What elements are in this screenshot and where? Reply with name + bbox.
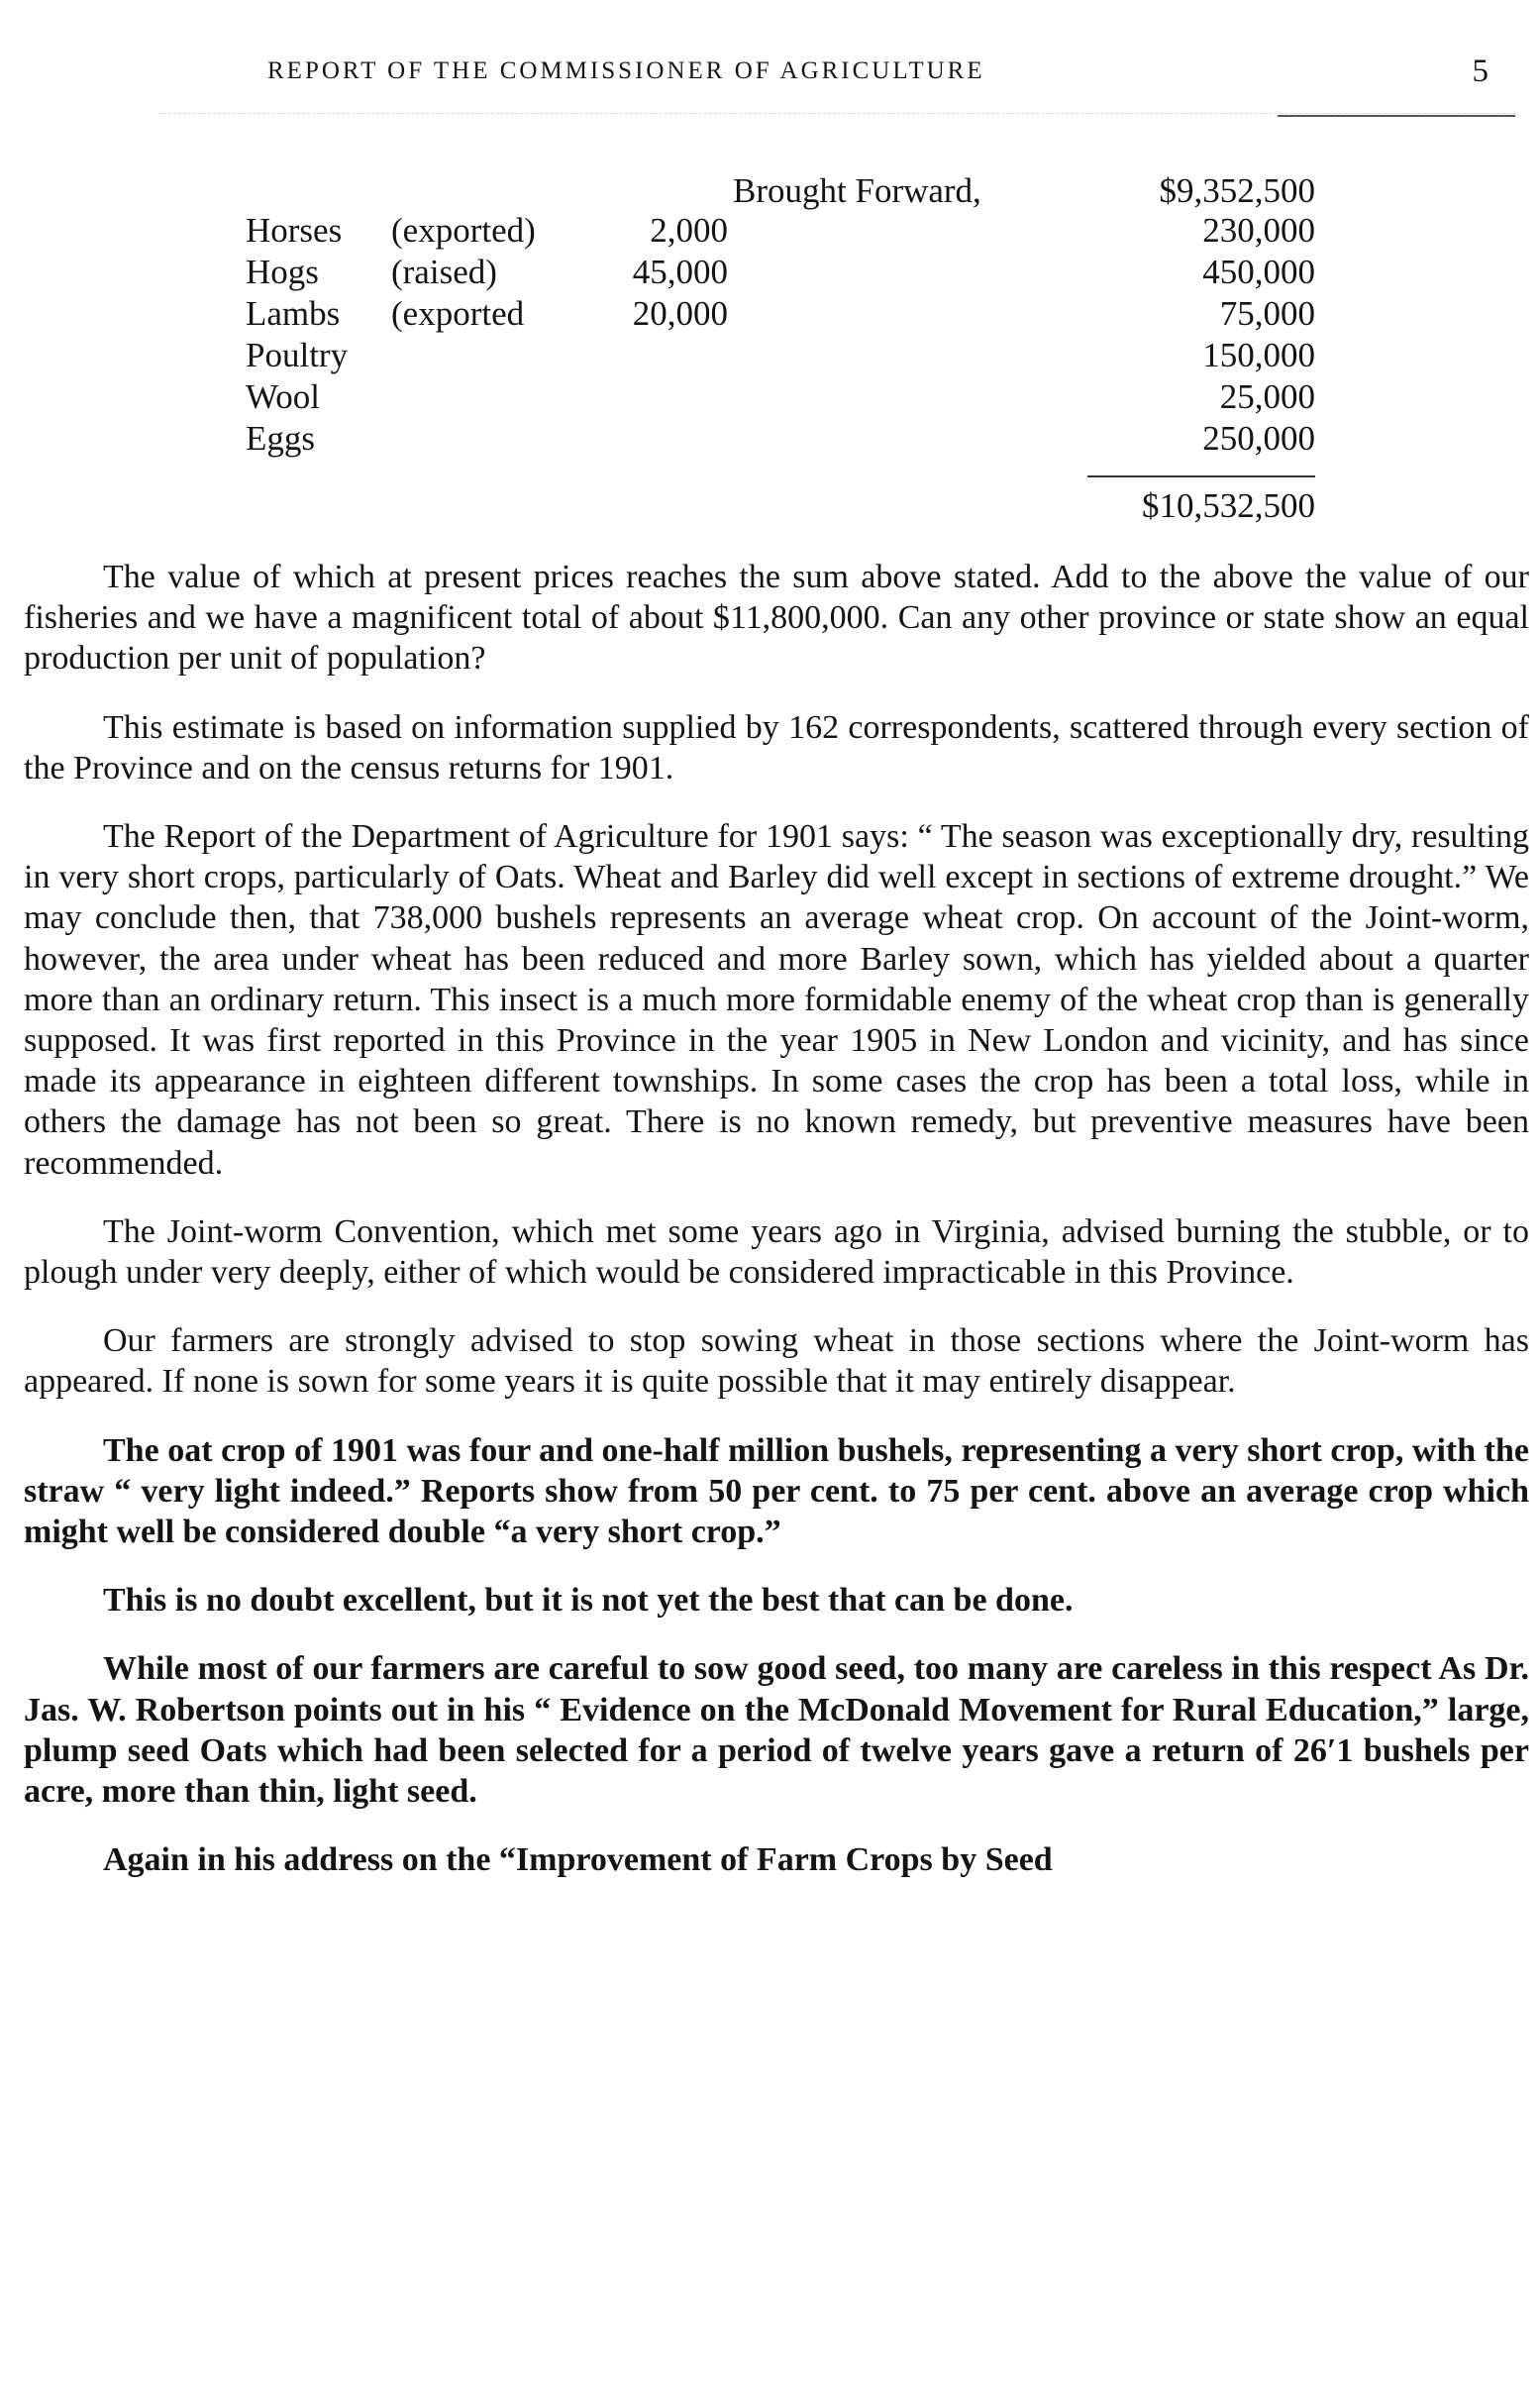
page-number: 5 [1472, 53, 1489, 89]
paragraph: The oat crop of 1901 was four and one-half million bushels, representing a very short crop, with the straw “ very light indeed.” Reports show from 50 per cent. to 75 per cent. above an average crop which might well be considered double “a very short crop.” [24, 1431, 1529, 1551]
item-label: Lambs [246, 294, 341, 333]
paragraph: The Report of the Department of Agriculture for 1901 says: “ The season was exceptionally dry, resulting in very short crops, particularly of Oats. Wheat and Barley did well except in sections of extreme drought.” We may conclude then, that 738,000 bushels represents an average wheat crop. On account of the Joint-worm, however, the area under wheat has been reduced and more Barley sown, which has yielded about a quarter more than an ordinary return. This insect is a much more formidable enemy of the wheat crop than is generally supposed. It was first reported in this Province in the year 1905 in New London and vicinity, and has since made its appearance in eighteen different townships. In some cases the crop has been a total loss, while in others the damage has not been so great. There is no known remedy, but preventive measures have been recommended. [24, 818, 1529, 1182]
ledger-row-lambs [0, 293, 1540, 334]
header-rule-right [1278, 115, 1515, 117]
body-text [24, 557, 1529, 1908]
ledger-row-wool [0, 376, 1540, 417]
paragraph: While most of our farmers are careful to sow good seed, too many are careless in this respect As Dr. Jas. W. Robertson points out in his “ Evidence on the McDonald Movement for Rural Education,” large, plump seed Oats which had been selected for a period of twelve years gave a return of 26′1 bushels per acre, more than thin, light seed. [24, 1650, 1529, 1811]
paragraph: The value of which at present prices reaches the sum above stated. Add to the above the value of our fisheries and we have a magnificent total of about $11,800,000. Can any other province or state show an equal production per unit of population? [24, 559, 1529, 678]
ledger-row-hogs [0, 252, 1540, 292]
item-quantity: 45,000 [632, 253, 728, 291]
item-value: 25,000 [1219, 377, 1315, 416]
running-header [0, 52, 1540, 91]
paragraph: Again in his address on the “Improvement of Farm Crops by Seed [103, 1841, 1053, 1879]
item-label: Wool [246, 377, 320, 416]
item-quantity: 2,000 [650, 211, 728, 250]
paragraph: The Joint-worm Convention, which met some years ago in Virginia, advised burning the stubble, or to plough under very deeply, either of which would be considered impracticable in this Province. [24, 1212, 1529, 1292]
ledger-row-poultry [0, 335, 1540, 375]
item-quantity: 20,000 [632, 294, 728, 333]
ledger-total: $10,532,500 [1142, 486, 1315, 525]
item-note: (exported [391, 294, 525, 333]
item-value: 150,000 [1202, 336, 1315, 374]
item-value: 250,000 [1202, 419, 1315, 458]
paragraph: Our farmers are strongly advised to stop sowing wheat in those sections where the Joint-worm has appeared. If none is sown for some years it is quite possible that it may entirely disappear. [24, 1322, 1529, 1401]
item-value: 75,000 [1219, 294, 1315, 333]
sum-rule [1087, 475, 1315, 477]
item-note: (exported) [391, 211, 536, 250]
brought-forward-row [0, 170, 1540, 211]
item-label: Horses [246, 211, 343, 250]
brought-forward-label: Brought Forward, [733, 171, 981, 210]
item-label: Eggs [246, 419, 315, 458]
item-label: Poultry [246, 336, 349, 374]
ledger-row-horses [0, 210, 1540, 251]
brought-forward-value: $9,352,500 [1159, 171, 1315, 210]
item-value: 230,000 [1202, 211, 1315, 250]
item-label: Hogs [246, 253, 319, 291]
item-note: (raised) [391, 253, 497, 291]
ledger-row-eggs [0, 418, 1540, 459]
header-rule [158, 113, 1515, 114]
running-title: REPORT OF THE COMMISSIONER OF AGRICULTURE [267, 57, 985, 84]
paragraph: This estimate is based on information supplied by 162 correspondents, scattered through every section of the Province and on the census returns for 1901. [24, 708, 1529, 786]
item-value: 450,000 [1202, 253, 1315, 291]
paragraph: This is no doubt excellent, but it is not yet the best that can be done. [103, 1582, 1074, 1620]
